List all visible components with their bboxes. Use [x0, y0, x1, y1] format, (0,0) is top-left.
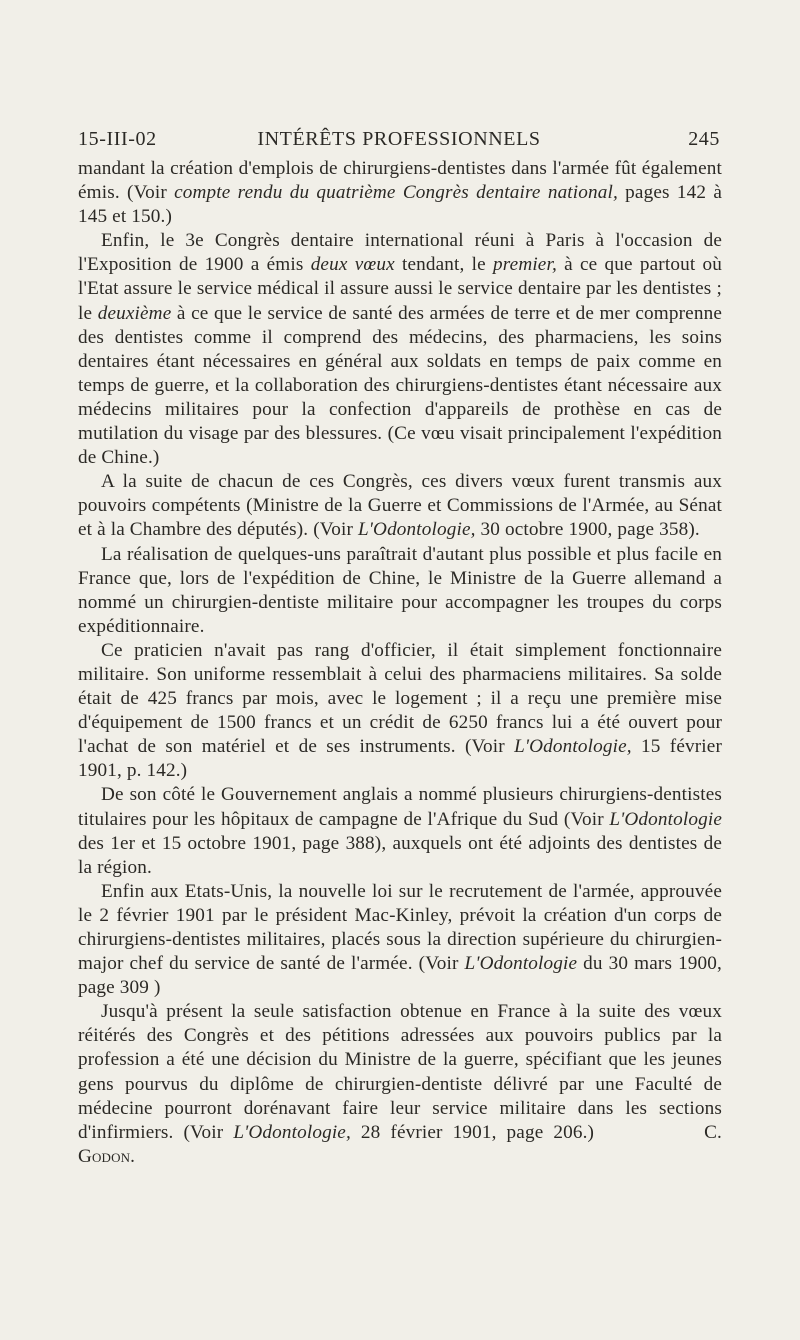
- italic-reference: L'Odontologie,: [357, 519, 476, 541]
- text: mandant la création d'emplois de chirurgiens-dentistes dans l'armée fût également émis. (Voir: [78, 158, 722, 204]
- text: De son côté le Gouvernement anglais a nommé plusieurs chirurgiens-dentistes titulaires pour les hôpitaux de campagne de l'Afrique du Sud (Voir: [78, 784, 722, 830]
- paragraph-8: [78, 1000, 722, 1169]
- text: 28 février 1901, page 206.): [350, 1121, 595, 1143]
- paragraph-1: [78, 157, 722, 229]
- italic-term: premier,: [493, 254, 557, 276]
- italic-term: deux vœux: [310, 254, 395, 276]
- paragraph-5: [78, 639, 722, 784]
- text: Jusqu'à présent la seule satisfaction obtenue en France à la suite des vœux réitérés des Congrès et des pétitions adressées aux pouvoirs publics par la profession a été une décision du Ministre de la guerre, spécifiant que les jeunes gens pourvus du diplôme de chirurgien-dentiste délivré par une Faculté de médecine pourront dorénavant faire leur service militaire dans les sections d'infirmiers. (Voir: [78, 1001, 722, 1143]
- text: du 30 mars 1900, page 309 ): [78, 953, 722, 999]
- paragraph-3: [78, 470, 722, 542]
- text: à ce que le service de santé des armées de terre et de mer comprenne des dentistes comme il comprend des médecins, des pharmaciens, les soins dentaires étant nécessaires en général aux soldats en temps de paix comme en temps de guerre, et la collaboration des chirurgiens-dentistes étant nécessaire aux médecins militaires pour la confection d'appareils de prothèse en cas de mutilation du visage par des blessures. (Ce vœu visait principalement l'expédition de Chine.): [78, 302, 722, 469]
- author-signature: C. Godon.: [78, 1121, 722, 1167]
- italic-reference: L'Odontologie,: [233, 1121, 351, 1143]
- page-number: 245: [688, 128, 720, 150]
- paragraph-6: [78, 783, 722, 879]
- text: La réalisation de quelques-uns paraîtrait d'autant plus possible et plus facile en France que, lors de l'expédition de Chine, le Ministre de la Guerre allemand a nommé un chirurgien-dentiste militaire pour accompagner les troupes du corps expéditionnaire.: [78, 543, 722, 637]
- italic-reference: compte rendu du quatrième Congrès dentaire national,: [174, 182, 618, 204]
- italic-reference: L'Odontologie: [609, 808, 722, 830]
- text: Enfin aux Etats-Unis, la nouvelle loi sur le recrutement de l'armée, approuvée le 2 février 1901 par le président Mac-Kinley, prévoit la création d'un corps de chirurgiens-dentistes militaires, placés sous la direction supérieure du chirurgien-major chef du service de santé de l'armée. (Voir: [78, 880, 722, 975]
- text: Ce praticien n'avait pas rang d'officier, il était simplement fonctionnaire militaire. Son uniforme ressemblait à celui des pharmaciens militaires. Sa solde était de 425 francs par mois, avec le logement ; il a reçu une première mise d'équipement de 1500 francs et un crédit de 6250 francs lui a été ouvert pour l'achat de son matériel et de ses instruments. (Voir: [78, 639, 722, 758]
- text: des 1er et 15 octobre 1901, page 388), auxquels ont été adjoints des dentistes de la région.: [78, 832, 722, 878]
- italic-term: deuxième: [97, 302, 172, 324]
- text: tendant, le: [394, 254, 493, 276]
- italic-reference: L'Odontologie,: [514, 736, 632, 758]
- issue-date: 15-III-02: [78, 128, 157, 150]
- text: pages 142 à 145 et 150.): [78, 182, 722, 228]
- text: A la suite de chacun de ces Congrès, ces divers vœux furent transmis aux pouvoirs compétents (Ministre de la Guerre et Commissions de l'Armée, au Sénat et à la Chambre des députés). (Voir: [78, 471, 722, 541]
- italic-reference: L'Odontologie: [464, 953, 578, 975]
- article-body: [78, 157, 722, 1169]
- paragraph-4: [78, 543, 722, 639]
- text: 30 octobre 1900, page 358).: [475, 519, 700, 541]
- paragraph-2: [78, 229, 722, 470]
- paragraph-7: [78, 880, 722, 1000]
- text: à ce que partout où l'Etat assure le service médical il assure aussi le service dentaire par les dentistes ; le: [78, 254, 722, 324]
- text: 15 février 1901, p. 142.): [78, 736, 722, 782]
- text: Enfin, le 3e Congrès dentaire international réuni à Paris à l'occasion de l'Exposition de 1900 a émis: [78, 230, 722, 276]
- section-title: INTÉRÊTS PROFESSIONNELS: [257, 128, 541, 150]
